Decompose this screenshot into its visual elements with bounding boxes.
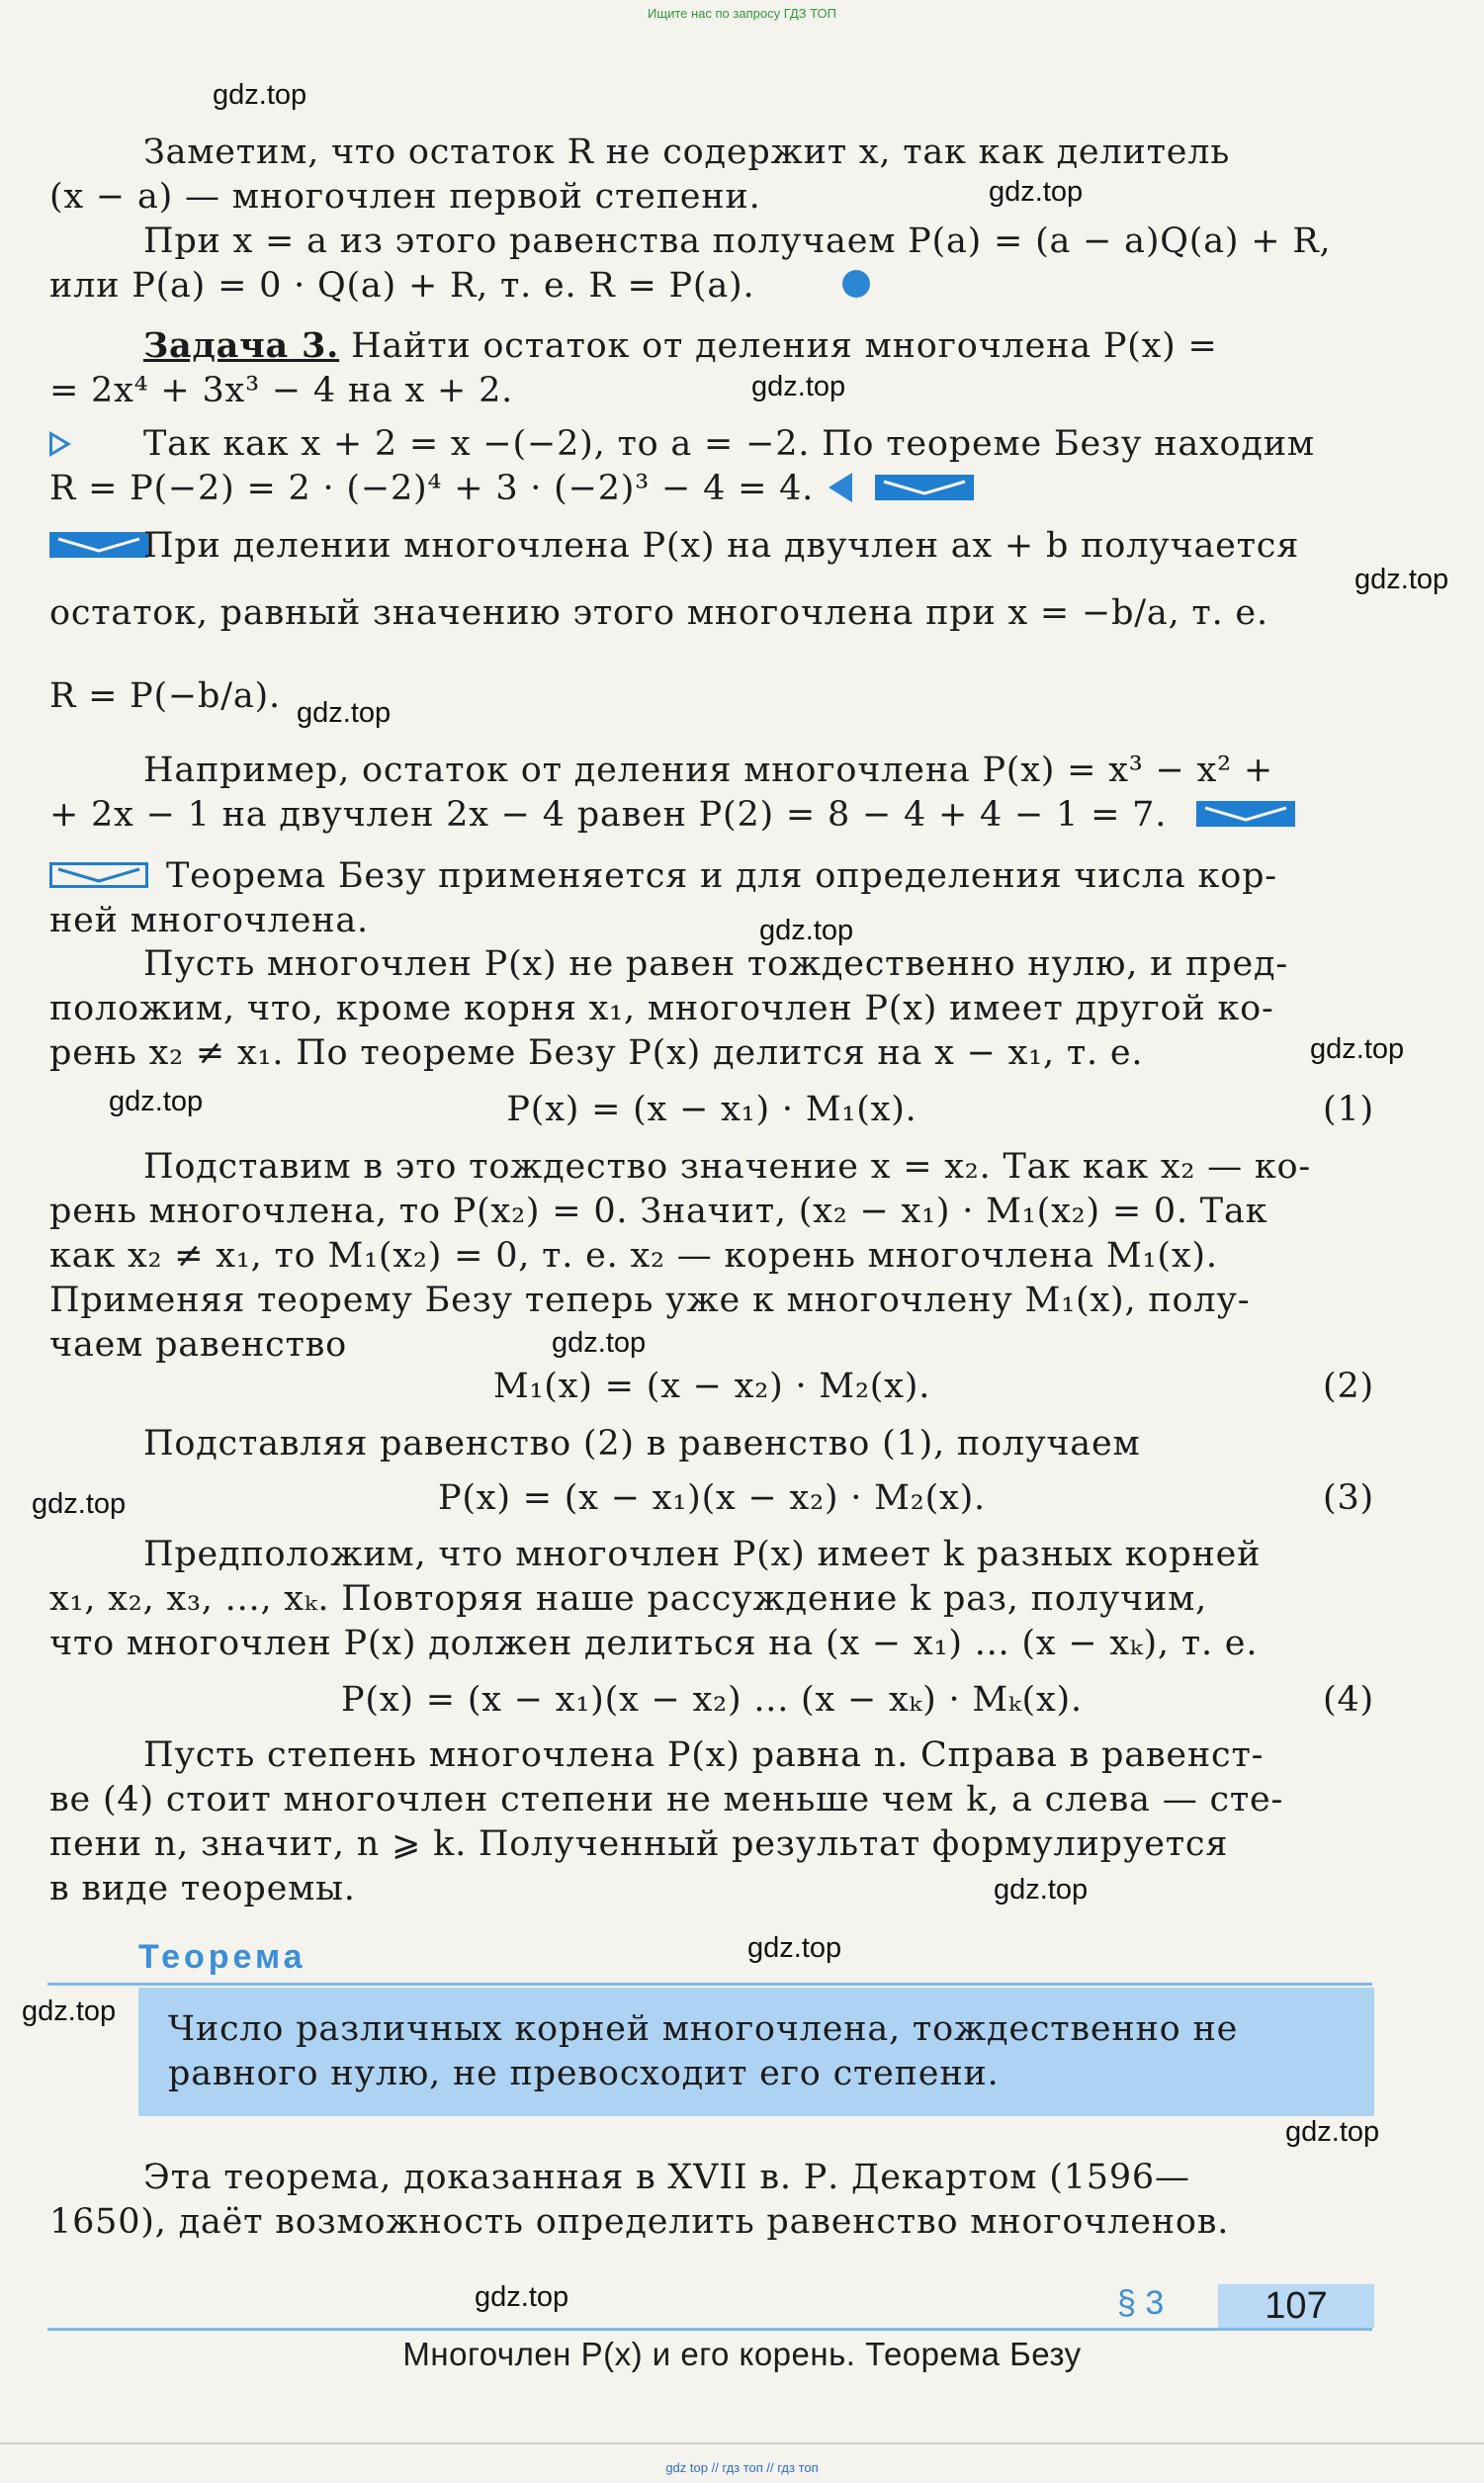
watermark: gdz.top [747,1932,842,1964]
watermark: gdz.top [475,2281,569,2313]
page-number: 107 [1265,2285,1328,2327]
optional-end-icon [49,532,148,558]
text-line: Так как x + 2 = x −(−2), то a = −2. По теореме Безу находим [143,424,1315,464]
text-line: Подставляя равенство (2) в равенство (1), получаем [143,1424,1141,1463]
watermark: gdz.top [297,697,392,729]
watermark: gdz.top [1310,1033,1405,1065]
text-line: Например, остаток от деления многочлена P(x) = x³ − x² + [143,751,1273,790]
text-line: Эта теорема, доказанная в XVII в. Р. Декартом (1596— [143,2158,1190,2197]
problem-text: Найти остаток от деления многочлена P(x) = [339,326,1218,366]
page-edge [0,2442,1484,2444]
text-line: (x − a) — многочлен первой степени. [49,177,761,217]
equation-number: (2) [1323,1367,1374,1406]
watermark: gdz.top [32,1488,127,1520]
watermark: gdz.top [759,915,854,946]
text-line: что многочлен P(x) должен делиться на (x − x₁) ... (x − xₖ), т. е. [49,1624,1259,1663]
text-line: Пусть степень многочлена P(x) равна n. Справа в равенст- [143,1735,1265,1775]
watermark: gdz.top [22,1995,117,2027]
bottom-banner: gdz top // гдз топ // гдз топ [665,2460,819,2475]
theorem-title: Теорема [138,1938,306,1976]
equation-text: P(x) = (x − x₁)(x − x₂) · M₂(x). [438,1478,986,1518]
watermark: gdz.top [751,371,846,402]
text-line: + 2x − 1 на двучлен 2x − 4 равен P(2) = 8 − 4 + 4 − 1 = 7. [49,795,1168,835]
problem-line [143,324,1374,368]
equation [49,1365,1374,1408]
equation-text: M₁(x) = (x − x₂) · M₂(x). [492,1367,931,1406]
text-line: R = P(−b/a). [49,676,281,716]
theorem-text: равного нулю, не превосходит его степени. [168,2054,1000,2093]
watermark: gdz.top [552,1327,647,1359]
top-banner: Ищите нас по запросу ГДЗ ТОП [648,6,836,21]
optional-start-icon [875,475,974,500]
equation [49,1088,1374,1131]
watermark: gdz.top [213,79,307,111]
text-line: Пусть многочлен P(x) не равен тождественно нулю, и пред- [143,944,1288,984]
solution-start-icon [49,431,71,457]
text-line: Теорема Безу применяется и для определения числа кор- [166,856,1277,896]
text-line: Подставим в это тождество значение x = x₂. Так как x₂ — ко- [143,1147,1312,1187]
equation-text: P(x) = (x − x₁) · M₁(x). [506,1090,917,1129]
equation-text: P(x) = (x − x₁)(x − x₂) ... (x − xₖ) · Mₖ(x). [341,1680,1083,1720]
text-line: При x = a из этого равенства получаем P(a) = (a − a)Q(a) + R, [143,222,1332,261]
watermark: gdz.top [1285,2116,1380,2148]
text-line: Заметим, что остаток R не содержит x, так как делитель [143,133,1231,172]
problem-label: Задача 3. [143,325,340,366]
equation-number: (3) [1323,1478,1374,1518]
text-line: ней многочлена. [49,901,369,940]
equation-number: (4) [1323,1680,1374,1720]
equation [49,1678,1374,1722]
theorem-text: Число различных корней многочлена, тождественно не [168,2009,1239,2049]
text-line: в виде теоремы. [49,1869,356,1908]
watermark: gdz.top [1354,564,1449,595]
equation-number: (1) [1323,1090,1374,1129]
text-line: рень x₂ ≠ x₁. По теореме Безу P(x) делится на x − x₁, т. е. [49,1033,1144,1073]
text-line: Предположим, что многочлен P(x) имеет k разных корней [143,1535,1262,1574]
text-line: как x₂ ≠ x₁, то M₁(x₂) = 0, т. е. x₂ — корень многочлена M₁(x). [49,1236,1218,1276]
text-line: пени n, значит, n ⩾ k. Полученный результат формулируется [49,1824,1229,1864]
solution-end-icon [829,473,852,502]
equation [49,1476,1374,1520]
text-line: При делении многочлена P(x) на двучлен ax + b получается [143,526,1300,566]
optional-icon [1196,801,1295,827]
text-line: или P(a) = 0 · Q(a) + R, т. е. R = P(a). [49,266,755,306]
watermark: gdz.top [989,176,1084,208]
optional-start-icon [49,862,148,888]
text-line: = 2x⁴ + 3x³ − 4 на x + 2. [49,371,514,410]
footer-divider [47,2328,1372,2331]
text-line: x₁, x₂, x₃, ..., xₖ. Повторяя наше рассуждение k раз, получим, [49,1579,1208,1619]
text-line: чаем равенство [49,1325,348,1365]
running-title: Многочлен P(x) и его корень. Теорема Безу [402,2336,1082,2372]
end-of-proof-dot [842,270,870,298]
text-line: остаток, равный значению этого многочлена при x = −b/a, т. е. [49,593,1268,633]
watermark: gdz.top [109,1086,204,1117]
section-label: § 3 [1117,2284,1165,2322]
text-line: Применяя теорему Безу теперь уже к многочлену M₁(x), полу- [49,1281,1251,1320]
theorem-divider [47,1983,1372,1986]
text-line: положим, что, кроме корня x₁, многочлен P(x) имеет другой ко- [49,989,1274,1028]
text-line: ве (4) стоит многочлен степени не меньше чем k, а слева — сте- [49,1780,1284,1819]
text-line: 1650), даёт возможность определить равенство многочленов. [49,2202,1230,2242]
watermark: gdz.top [994,1874,1089,1906]
text-line: R = P(−2) = 2 · (−2)⁴ + 3 · (−2)³ − 4 = 4. [49,469,815,508]
text-line: рень многочлена, то P(x₂) = 0. Значит, (x₂ − x₁) · M₁(x₂) = 0. Так [49,1192,1268,1231]
